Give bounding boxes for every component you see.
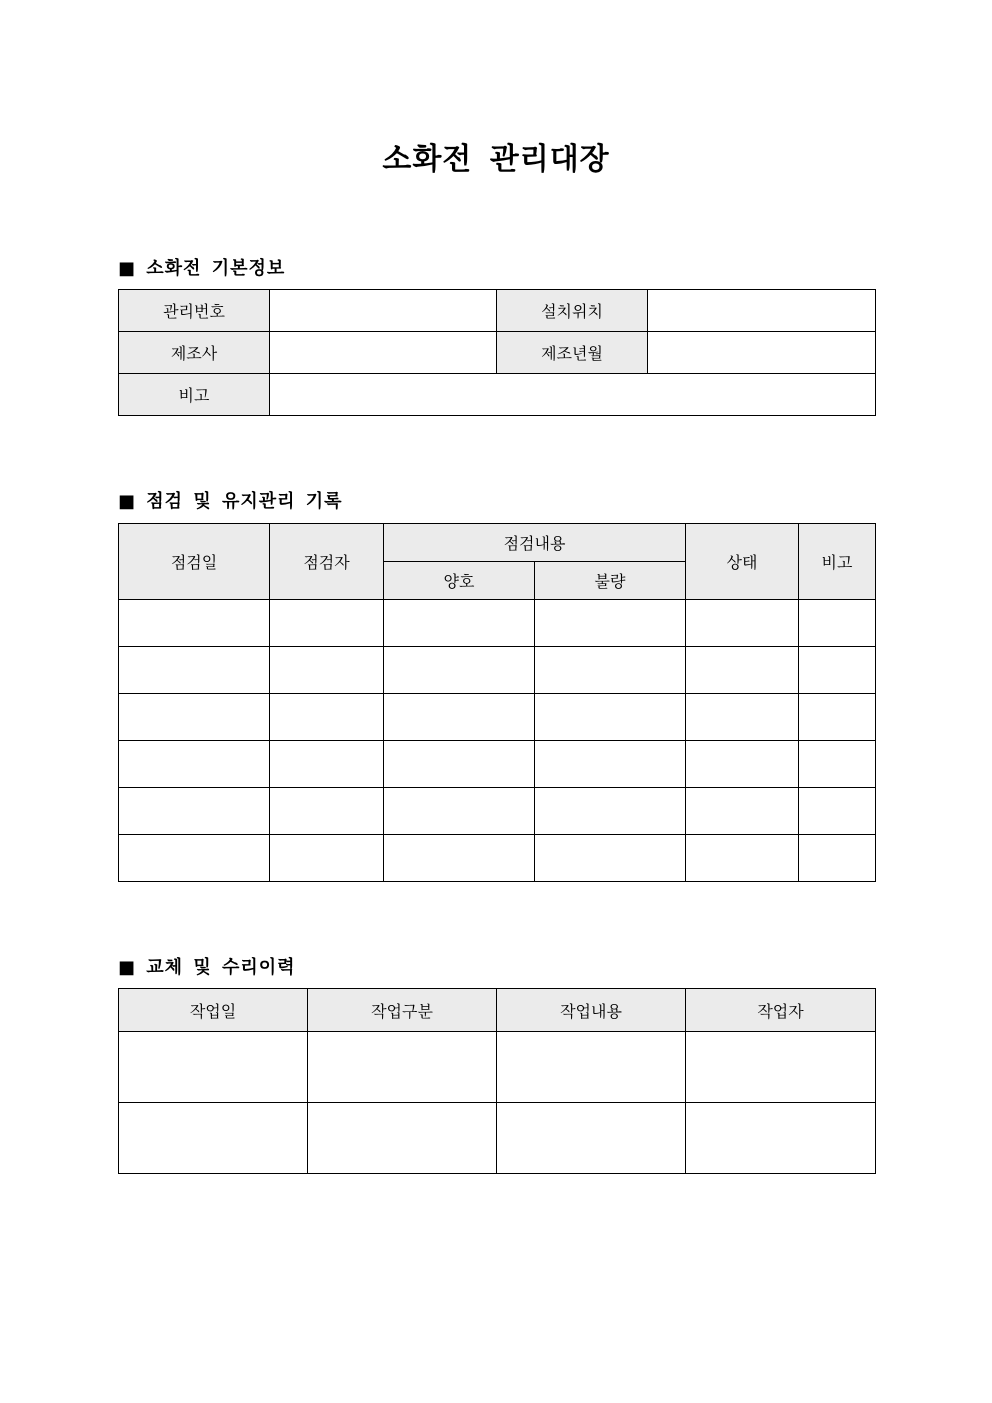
remarks-label: 비고 <box>119 374 270 416</box>
inspection-date-cell[interactable] <box>119 600 270 647</box>
worker-cell[interactable] <box>686 1103 876 1174</box>
inspection-remarks-cell[interactable] <box>799 788 876 835</box>
section-heading-basic-info: ■ 소화전 기본정보 <box>118 258 286 279</box>
basic-info-row <box>119 374 876 416</box>
work-content-cell[interactable] <box>497 1103 686 1174</box>
bad-header: 불량 <box>535 562 686 600</box>
basic-info-table <box>118 289 876 416</box>
section-heading-inspection: ■ 점검 및 유지관리 기록 <box>118 491 343 512</box>
manufacturer-field[interactable] <box>270 332 497 374</box>
work-date-header: 작업일 <box>119 989 308 1032</box>
good-header: 양호 <box>384 562 535 600</box>
repair-table <box>118 988 876 1174</box>
remarks-field[interactable] <box>270 374 876 416</box>
work-content-header: 작업내용 <box>497 989 686 1032</box>
inspection-remarks-cell[interactable] <box>799 835 876 882</box>
status-cell[interactable] <box>686 647 799 694</box>
inspection-header-row <box>119 524 876 562</box>
good-cell[interactable] <box>384 788 535 835</box>
work-date-cell[interactable] <box>119 1103 308 1174</box>
manufacture-date-field[interactable] <box>648 332 876 374</box>
inspector-header: 점검자 <box>270 524 384 600</box>
section-heading-repair: ■ 교체 및 수리이력 <box>118 957 296 978</box>
good-cell[interactable] <box>384 741 535 788</box>
bad-cell[interactable] <box>535 741 686 788</box>
management-number-label: 관리번호 <box>119 290 270 332</box>
work-type-cell[interactable] <box>308 1103 497 1174</box>
manufacturer-label: 제조사 <box>119 332 270 374</box>
inspection-date-header: 점검일 <box>119 524 270 600</box>
inspector-cell[interactable] <box>270 788 384 835</box>
status-cell[interactable] <box>686 835 799 882</box>
inspection-content-header: 점검내용 <box>384 524 686 562</box>
inspector-cell[interactable] <box>270 600 384 647</box>
work-date-cell[interactable] <box>119 1032 308 1103</box>
good-cell[interactable] <box>384 600 535 647</box>
work-type-cell[interactable] <box>308 1032 497 1103</box>
table-row <box>119 741 876 788</box>
inspector-cell[interactable] <box>270 835 384 882</box>
status-header: 상태 <box>686 524 799 600</box>
table-row <box>119 835 876 882</box>
good-cell[interactable] <box>384 835 535 882</box>
inspection-date-cell[interactable] <box>119 694 270 741</box>
status-cell[interactable] <box>686 788 799 835</box>
inspector-cell[interactable] <box>270 741 384 788</box>
bad-cell[interactable] <box>535 835 686 882</box>
bad-cell[interactable] <box>535 788 686 835</box>
inspection-remarks-cell[interactable] <box>799 741 876 788</box>
bad-cell[interactable] <box>535 647 686 694</box>
inspection-date-cell[interactable] <box>119 741 270 788</box>
status-cell[interactable] <box>686 600 799 647</box>
worker-cell[interactable] <box>686 1032 876 1103</box>
inspection-remarks-cell[interactable] <box>799 694 876 741</box>
bad-cell[interactable] <box>535 694 686 741</box>
inspection-date-cell[interactable] <box>119 835 270 882</box>
table-row <box>119 694 876 741</box>
inspection-table <box>118 523 876 882</box>
status-cell[interactable] <box>686 694 799 741</box>
install-location-field[interactable] <box>648 290 876 332</box>
document-title: 소화전 관리대장 <box>382 142 610 177</box>
inspection-remarks-cell[interactable] <box>799 600 876 647</box>
good-cell[interactable] <box>384 647 535 694</box>
inspector-cell[interactable] <box>270 647 384 694</box>
inspection-date-cell[interactable] <box>119 647 270 694</box>
bad-cell[interactable] <box>535 600 686 647</box>
inspector-cell[interactable] <box>270 694 384 741</box>
inspection-date-cell[interactable] <box>119 788 270 835</box>
table-row <box>119 1103 876 1174</box>
table-row <box>119 647 876 694</box>
work-type-header: 작업구분 <box>308 989 497 1032</box>
repair-header-row <box>119 989 876 1032</box>
install-location-label: 설치위치 <box>497 290 648 332</box>
worker-header: 작업자 <box>686 989 876 1032</box>
manufacture-date-label: 제조년월 <box>497 332 648 374</box>
table-row <box>119 1032 876 1103</box>
basic-info-row <box>119 290 876 332</box>
basic-info-row <box>119 332 876 374</box>
table-row <box>119 600 876 647</box>
inspection-remarks-cell[interactable] <box>799 647 876 694</box>
management-number-field[interactable] <box>270 290 497 332</box>
table-row <box>119 788 876 835</box>
status-cell[interactable] <box>686 741 799 788</box>
good-cell[interactable] <box>384 694 535 741</box>
inspection-remarks-header: 비고 <box>799 524 876 600</box>
work-content-cell[interactable] <box>497 1032 686 1103</box>
